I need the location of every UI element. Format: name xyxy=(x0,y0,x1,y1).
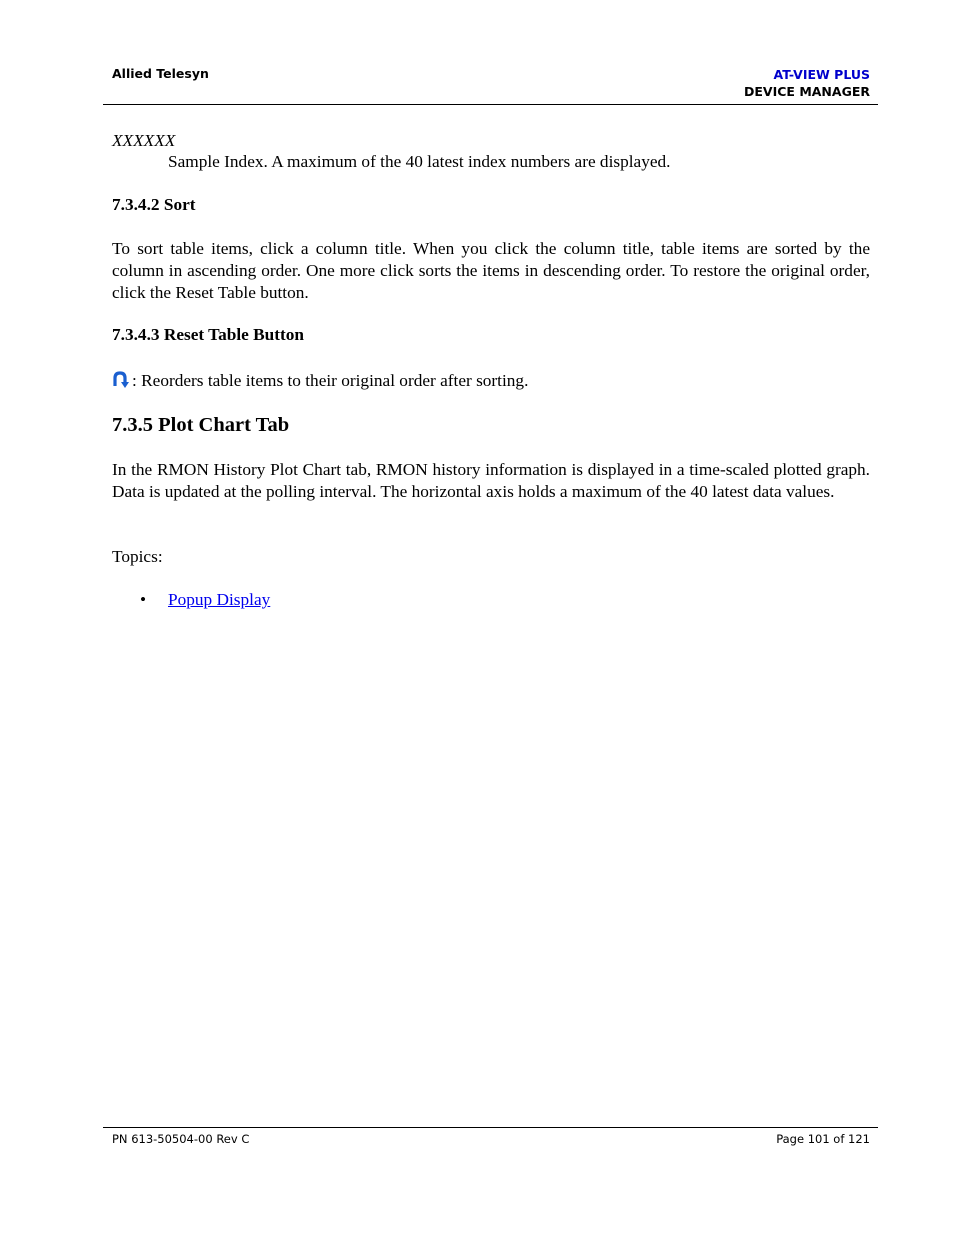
part-number: PN 613-50504-00 Rev C xyxy=(112,1132,250,1146)
popup-display-link[interactable]: Popup Display xyxy=(168,590,271,609)
definition-term: XXXXXX xyxy=(112,131,176,150)
company-name: Allied Telesyn xyxy=(112,66,209,81)
reset-table-icon xyxy=(112,371,132,391)
sort-paragraph: To sort table items, click a column title. When you click the column title, table items are sorted by the column in ascending order. One more click sorts the items in descending order. To restore the original order, click the Reset Table button. xyxy=(112,239,870,302)
bullet: • xyxy=(140,590,147,609)
reset-table-description xyxy=(112,370,528,392)
header-rule xyxy=(103,104,878,105)
list-item xyxy=(140,589,270,611)
sort-heading: 7.3.4.2 Sort xyxy=(112,195,196,214)
page-number: Page 101 of 121 xyxy=(776,1132,870,1146)
footer-rule xyxy=(103,1127,878,1128)
running-header xyxy=(744,66,870,100)
section-title: DEVICE MANAGER xyxy=(744,84,870,99)
topics-label: Topics: xyxy=(112,547,163,566)
product-title: AT-VIEW PLUS xyxy=(773,67,870,82)
definition-description: Sample Index. A maximum of the 40 latest index numbers are displayed. xyxy=(168,152,671,171)
plot-chart-paragraph: In the RMON History Plot Chart tab, RMON history information is displayed in a time-scaled plotted graph. Data is updated at the polling interval. The horizontal axis holds a maximum of the 40 latest data values. xyxy=(112,460,870,501)
plot-chart-heading: 7.3.5 Plot Chart Tab xyxy=(112,414,290,436)
reset-table-heading: 7.3.4.3 Reset Table Button xyxy=(112,325,305,344)
reset-table-text: : Reorders table items to their original order after sorting. xyxy=(132,371,529,390)
